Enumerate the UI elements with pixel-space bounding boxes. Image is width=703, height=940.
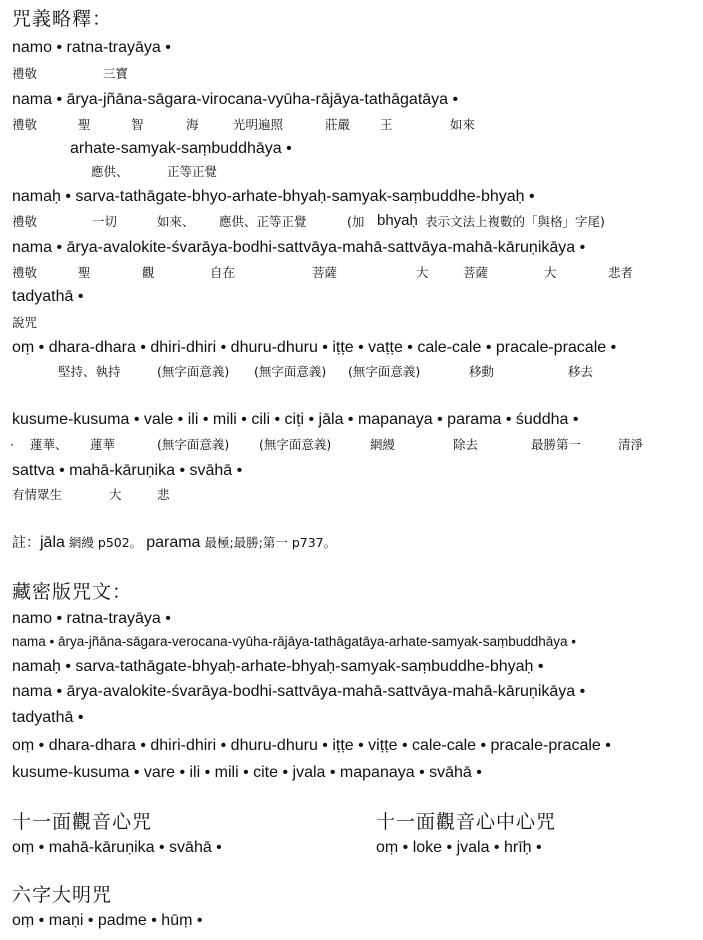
gloss: 智: [131, 117, 144, 132]
mantra-line: oṃ • loke • jvala • hrīḥ •: [376, 839, 542, 856]
gloss: 堅持、執持: [58, 364, 121, 379]
gloss: 自在: [210, 265, 236, 280]
footnote-label: 註：: [12, 535, 40, 551]
gloss: 如來、: [157, 214, 195, 229]
mantra-line: oṃ • dhara-dhara • dhiri-dhiri • dhuru-dhuru • iṭṭe • vaṭṭe • cale-cale • pracale-pracale •: [12, 339, 617, 356]
mantra-line: namo • ratna-trayāya •: [12, 39, 171, 56]
gloss: 悲: [157, 487, 170, 502]
gloss: 最勝第一: [531, 437, 582, 452]
footnote-term: parama: [146, 534, 201, 551]
gloss: 禮敬: [12, 265, 38, 280]
gloss: ·: [10, 437, 14, 452]
gloss: 表示文法上複數的「與格」字尾): [425, 214, 605, 229]
gloss: 如來: [450, 117, 476, 132]
mantra-line: tadyathā •: [12, 709, 84, 726]
mantra-line: namo • ratna-trayāya •: [12, 610, 171, 627]
mantra-line: namaḥ • sarva-tathāgate-bhyo-arhate-bhyaḥ-samyak-saṃbuddhe-bhyaḥ •: [12, 188, 535, 205]
gloss: 有情眾生: [12, 487, 63, 502]
gloss: 菩薩: [463, 265, 489, 280]
gloss: 一切: [92, 214, 118, 229]
gloss: 除去: [453, 437, 479, 452]
gloss: 禮敬: [12, 214, 38, 229]
gloss: (加: [347, 214, 365, 229]
gloss: 蓮華: [90, 437, 116, 452]
gloss: 王: [380, 117, 393, 132]
gloss: 網縵: [370, 437, 396, 452]
mantra-line: nama • ārya-jñāna-sāgara-virocana-vyūha-rājāya-tathāgatāya •: [12, 91, 459, 108]
gloss: (無字面意義): [254, 364, 327, 379]
gloss: 清淨: [618, 437, 644, 452]
gloss: 莊嚴: [325, 117, 351, 132]
gloss: (無字面意義): [157, 437, 230, 452]
mantra-line: arhate-samyak-saṃbuddhāya •: [70, 140, 292, 157]
footnote: [12, 535, 336, 551]
gloss: 海: [186, 117, 199, 132]
gloss: 聖: [78, 117, 91, 132]
gloss: 說咒: [12, 315, 38, 330]
gloss: 大: [109, 487, 122, 502]
section-heading: 咒義略釋：: [12, 8, 113, 30]
footnote-gloss: 網縵 p502。: [68, 535, 143, 550]
mantra-line: oṃ • dhara-dhara • dhiri-dhiri • dhuru-dhuru • iṭṭe • viṭṭe • cale-cale • pracale-pracale •: [12, 737, 611, 754]
gloss: 應供、: [91, 164, 129, 179]
mantra-line: kusume-kusuma • vale • ili • mili • cili • ciṭi • jāla • mapanaya • parama • śuddha •: [12, 411, 579, 428]
gloss: 觀: [142, 265, 155, 280]
section-heading: 藏密版咒文：: [12, 581, 133, 603]
gloss: 三寶: [103, 66, 129, 81]
gloss: 移去: [568, 364, 594, 379]
footnote-gloss: 最極;最勝;第一 p737。: [204, 535, 337, 550]
gloss: 菩薩: [312, 265, 338, 280]
gloss: 大: [416, 265, 429, 280]
gloss: 悲者: [608, 265, 634, 280]
gloss: (無字面意義): [259, 437, 332, 452]
gloss: 禮敬: [12, 117, 38, 132]
section-heading: 十一面觀音心中心咒: [376, 811, 557, 833]
mantra-line: sattva • mahā-kāruṇika • svāhā •: [12, 462, 243, 479]
mantra-line: nama • ārya-avalokite-śvarāya-bodhi-sattvāya-mahā-sattvāya-mahā-kāruṇikāya •: [12, 239, 586, 256]
gloss: (無字面意義): [157, 364, 230, 379]
gloss: 應供、正等正覺: [219, 214, 307, 229]
section-heading: 六字大明咒: [12, 884, 113, 906]
gloss: 光明遍照: [233, 117, 284, 132]
mantra-line: tadyathā •: [12, 288, 84, 305]
gloss: 蓮華、: [30, 437, 68, 452]
mantra-line: nama • ārya-avalokite-śvarāya-bodhi-sattvāya-mahā-sattvāya-mahā-kāruṇikāya •: [12, 683, 586, 700]
gloss-term: bhyaḥ: [377, 212, 418, 229]
mantra-line: kusume-kusuma • vare • ili • mili • cite • jvala • mapanaya • svāhā •: [12, 764, 482, 781]
gloss: 大: [544, 265, 557, 280]
mantra-line: oṃ • maṇi • padme • hūṃ •: [12, 912, 203, 929]
gloss: 移動: [469, 364, 495, 379]
gloss: 禮敬: [12, 66, 38, 81]
gloss: (無字面意義): [348, 364, 421, 379]
mantra-line: nama • ārya-jñāna-sāgara-verocana-vyūha-rājāya-tathāgatāya-arhate-samyak-saṃbuddhāya •: [12, 634, 576, 649]
mantra-line: oṃ • mahā-kāruṇika • svāhā •: [12, 839, 222, 856]
footnote-term: jāla: [40, 534, 65, 551]
gloss: 聖: [78, 265, 91, 280]
mantra-line: namaḥ • sarva-tathāgate-bhyaḥ-arhate-bhyaḥ-samyak-saṃbuddhe-bhyaḥ •: [12, 658, 544, 675]
section-heading: 十一面觀音心咒: [12, 811, 153, 833]
gloss: 正等正覺: [167, 164, 218, 179]
